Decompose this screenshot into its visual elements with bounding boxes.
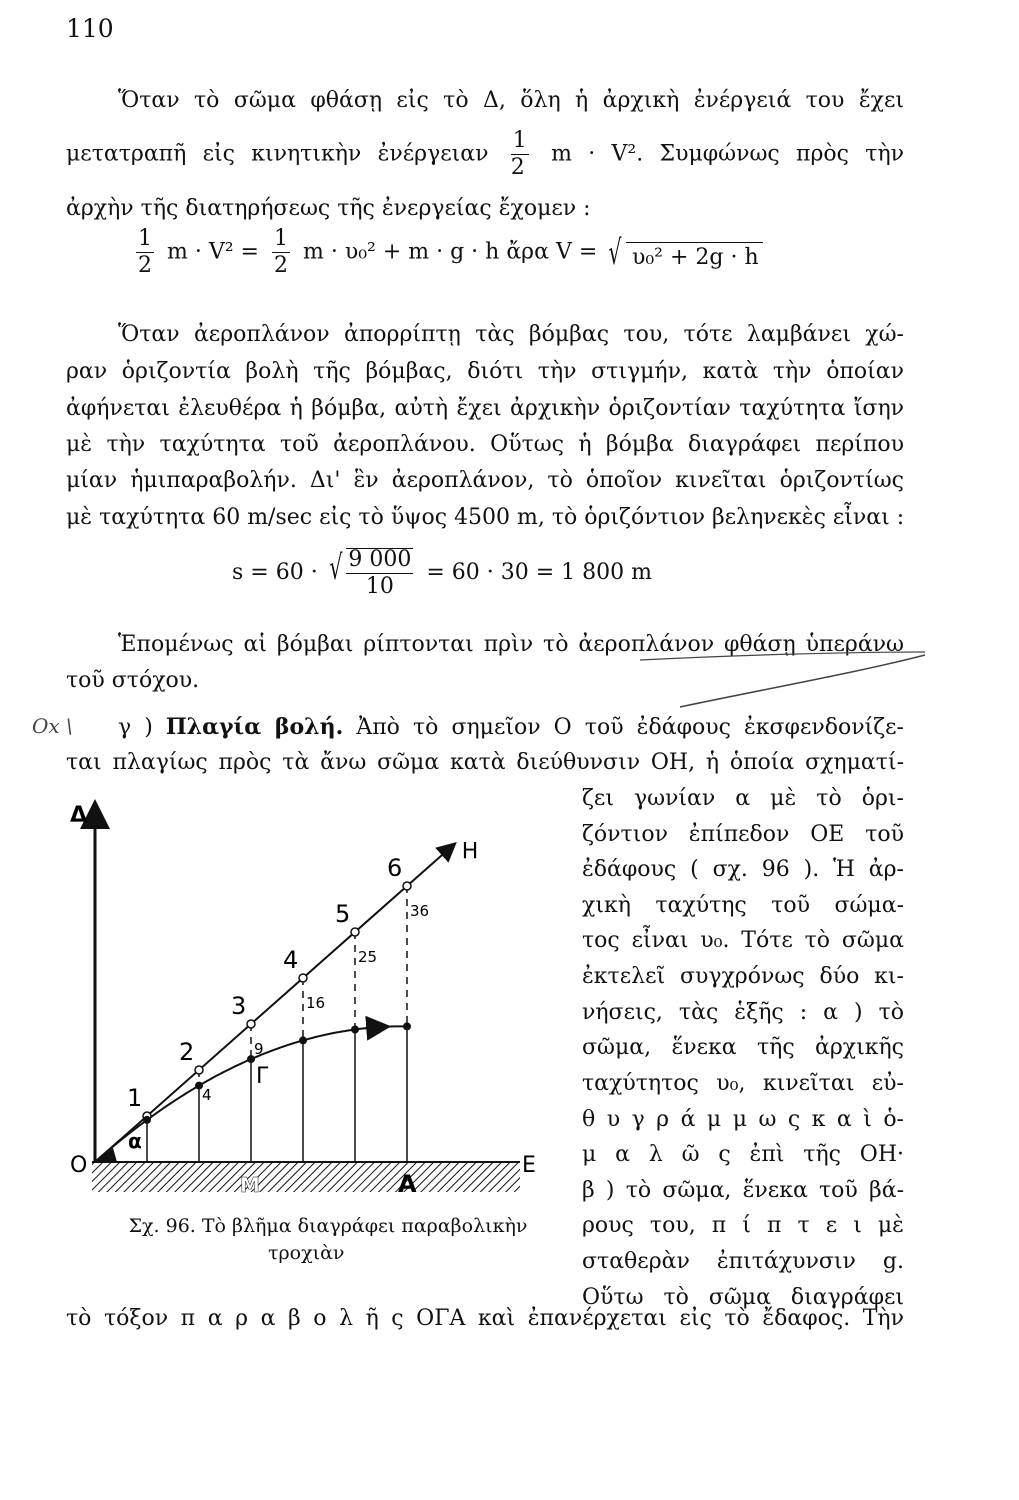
label-H: Η xyxy=(461,839,479,865)
eq2-left: s = 60 · xyxy=(232,560,318,585)
page-number: 110 xyxy=(66,14,114,43)
right-column-line: ζει γωνίαν α μὲ τὸ ὁρι- xyxy=(582,786,904,811)
eq2-num: 9 000 xyxy=(348,547,412,572)
para2-line5: μίαν ἡμιπαραβολήν. Δι' ἓν ἀεροπλάνον, τὸ ὁποῖον κινεῖται ὁριζοντίως xyxy=(66,468,904,493)
figure-caption xyxy=(88,1213,568,1266)
right-column-line: β ) τὸ σῶμα, ἕνεκα τοῦ βά- xyxy=(582,1178,904,1203)
drop-label-6: 36 xyxy=(410,902,430,920)
drop-label-4: 16 xyxy=(306,994,326,1012)
para1-line3: ἀρχὴν τῆς διατηρήσεως τῆς ἐνεργείας ἔχομεν : xyxy=(66,196,591,221)
point-label-1: 1 xyxy=(127,1084,143,1112)
para3-line2: τοῦ στόχου. xyxy=(66,668,200,693)
frac-den: 2 xyxy=(510,155,525,180)
sqrt-symbol: √ xyxy=(608,232,622,273)
eq2-right: = 60 · 30 = 1 800 m xyxy=(426,560,653,585)
eq1-frac-right-num: 1 xyxy=(273,226,288,251)
drop-label-3: 9 xyxy=(254,1040,264,1058)
point-on-OH-5 xyxy=(351,928,359,936)
eq1-radicand: υ₀² + 2g · h xyxy=(626,242,763,270)
right-column-line: μ α λ ῶ ς ἐπὶ τῆς ΟΗ· xyxy=(582,1142,904,1167)
point-label-3: 3 xyxy=(231,992,247,1020)
point-label-2: 2 xyxy=(179,1038,195,1066)
eq2-sqrt-symbol: √ xyxy=(329,548,343,588)
section-line2: ται πλαγίως πρὸς τὰ ἄνω σῶμα κατὰ διεύθυνσιν ΟΗ, ἡ ὁποία σχηματί- xyxy=(66,750,904,775)
right-column-line: ἐδάφους ( σχ. 96 ). Ἡ ἀρ- xyxy=(582,857,904,882)
section-line1: Ἀπὸ τὸ σημεῖον O τοῦ ἐδάφους ἐκσφενδονίζε- xyxy=(356,715,904,740)
last-line: τὸ τόξον π α ρ α β ο λ ῆ ς ΟΓΑ καὶ ἐπανέρχεται εἰς τὸ ἔδαφος. Τὴν xyxy=(66,1306,904,1331)
para3-line1: Ἑπομένως αἱ βόμβαι ρίπτονται πρὶν τὸ ἀεροπλάνον φθάσῃ ὑπεράνω xyxy=(118,632,904,657)
parabola-arrow xyxy=(365,1027,386,1029)
point-on-OH-6 xyxy=(403,882,411,890)
para1-line2-a: μετατραπῆ εἰς κινητικὴν ἐνέργειαν xyxy=(66,141,489,167)
eq1-right: m · υ₀² + m · g · h ἄρα V = xyxy=(302,239,598,265)
caption-sub: τροχιὰν xyxy=(268,1241,345,1264)
label-O: O xyxy=(70,1153,88,1178)
drop-label-5: 25 xyxy=(358,948,378,966)
point-on-OH-2 xyxy=(195,1066,203,1074)
point-label-4: 4 xyxy=(283,946,299,974)
label-gamma: Γ xyxy=(256,1064,269,1089)
para1-line2-b: m · V². Συμφώνως πρὸς τὴν xyxy=(551,141,904,167)
label-alpha: α xyxy=(128,1129,142,1153)
label-E: E xyxy=(522,1153,536,1178)
pencil-note: Οx \ xyxy=(32,714,73,738)
eq1-left: m · V² = xyxy=(167,239,259,265)
point-label-5: 5 xyxy=(335,900,351,928)
eq2-den: 10 xyxy=(365,574,394,599)
right-column-line: ζόντιον ἐπίπεδον ΟΕ τοῦ xyxy=(582,822,904,847)
para1-line1: Ὅταν τὸ σῶμα φθάσῃ εἰς τὸ Δ, ὅλη ἡ ἀρχικὴ ἐνέργειά του ἔχει xyxy=(118,88,904,113)
right-column-line: τος εἶναι υ₀. Τότε τὸ σῶμα xyxy=(582,928,904,953)
section-title: Πλαγία βολή. xyxy=(165,714,344,740)
label-A: A xyxy=(398,1170,417,1198)
eq1-frac-right-den: 2 xyxy=(273,253,288,278)
right-column-line: νήσεις, τὰς ἑξῆς : α ) τὸ xyxy=(582,1000,904,1025)
para2-line1: Ὅταν ἀεροπλάνον ἀπορρίπτῃ τὰς βόμβας του, τότε λαμβάνει χώ- xyxy=(118,322,904,347)
right-column-line: ἐκτελεῖ συγχρόνως δύο κι- xyxy=(582,964,904,989)
label-M: M xyxy=(240,1173,260,1197)
frac-num: 1 xyxy=(512,128,527,153)
point-on-OH-4 xyxy=(299,974,307,982)
right-column-line: Οὕτω τὸ σῶμα διαγράφει xyxy=(582,1285,904,1310)
right-column-line: σταθερὰν ἐπιτάχυνσιν g. xyxy=(582,1249,904,1274)
axis-label-delta: Δ xyxy=(70,803,88,828)
right-column-line: χικὴ ταχύτης τοῦ σώμα- xyxy=(582,893,904,918)
section-label: γ ) xyxy=(118,715,153,740)
para2-line2: ραν ὁριζοντία βολὴ τῆς βόμβας, διότι τὴν στιγμήν, κατὰ τὴν ὁποίαν xyxy=(66,359,904,384)
right-column-line: ταχύτητος υ₀, κινεῖται εὐ- xyxy=(582,1071,904,1096)
eq1-frac-left-num: 1 xyxy=(138,226,152,251)
para2-line6: μὲ ταχύτητα 60 m/sec εἰς τὸ ὕψος 4500 m, τὸ ὁριζόντιον βεληνεκὲς εἶναι : xyxy=(66,505,905,530)
point-label-6: 6 xyxy=(387,854,403,882)
ground-hatch xyxy=(92,1162,520,1192)
para2-line4: μὲ τὴν ταχύτητα τοῦ ἀεροπλάνου. Οὕτως ἡ βόμβα διαγράφει περίπου xyxy=(66,432,904,457)
drop-label-2: 4 xyxy=(202,1086,212,1104)
point-on-OH-3 xyxy=(247,1020,255,1028)
para2-line3: ἀφήνεται ἐλευθέρα ἡ βόμβα, αὐτὴ ἔχει ἀρχικὴν ὁριζοντίαν ταχύτητα ἴσην xyxy=(66,396,904,421)
right-column-line: θ υ γ ρ ά μ μ ω ς κ α ὶ ὁ- xyxy=(582,1107,904,1132)
right-column-line: σῶμα, ἕνεκα τῆς ἀρχικῆς xyxy=(582,1035,904,1060)
right-column-line: ρους του, π ί π τ ε ι μὲ xyxy=(582,1213,904,1238)
caption-title: Σχ. 96. Τὸ βλῆμα διαγράφει παραβολικὴν xyxy=(128,1215,528,1237)
eq1-frac-left-den: 2 xyxy=(138,253,152,278)
